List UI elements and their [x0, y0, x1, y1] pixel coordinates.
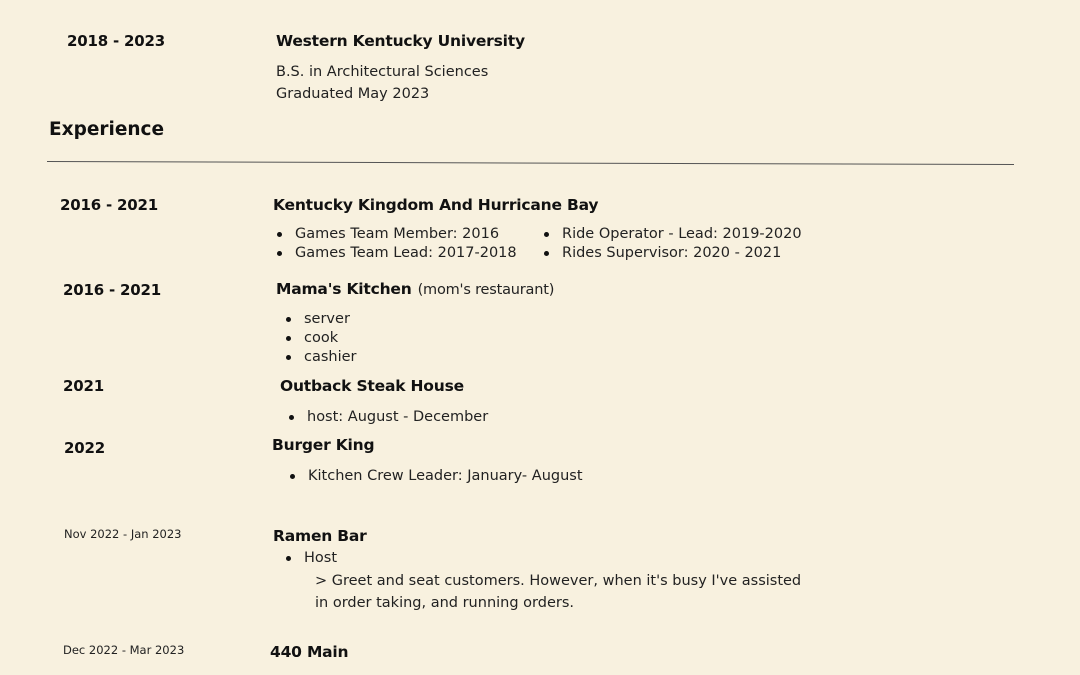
- education-school: Western Kentucky University: [276, 32, 525, 50]
- education-graduated: Graduated May 2023: [276, 86, 430, 102]
- list-item: Ride Operator - Lead: 2019-2020: [542, 225, 802, 244]
- job-duties: [284, 310, 357, 366]
- job-duties: [284, 549, 337, 568]
- list-item: host: August - December: [287, 408, 488, 427]
- section-divider: [47, 161, 1014, 165]
- list-item: server: [284, 310, 357, 329]
- job-org: Kentucky Kingdom And Hurricane Bay: [273, 196, 599, 214]
- job-duties: [288, 467, 583, 486]
- job-duties: [287, 408, 488, 427]
- job-duties-col1: [275, 225, 517, 263]
- job-org: Ramen Bar: [273, 527, 367, 545]
- job-org: Burger King: [272, 436, 375, 454]
- list-item: Kitchen Crew Leader: January- August: [288, 467, 583, 486]
- list-item: Games Team Member: 2016: [275, 225, 517, 244]
- list-item: Host: [284, 549, 337, 568]
- job-duties-col2: [542, 225, 802, 263]
- job-date: 2016 - 2021: [60, 196, 158, 214]
- job-org-note: (mom's restaurant): [417, 282, 555, 298]
- list-item: cashier: [284, 348, 357, 367]
- job-org: 440 Main: [270, 643, 349, 661]
- list-item: Rides Supervisor: 2020 - 2021: [542, 244, 802, 263]
- job-date: Nov 2022 - Jan 2023: [64, 527, 182, 541]
- job-detail: in order taking, and running orders.: [315, 595, 574, 611]
- job-date: Dec 2022 - Mar 2023: [63, 643, 185, 657]
- list-item: cook: [284, 329, 357, 348]
- job-date: 2021: [63, 377, 104, 395]
- job-date: 2016 - 2021: [63, 281, 161, 299]
- education-degree: B.S. in Architectural Sciences: [276, 64, 489, 80]
- job-date: 2022: [64, 439, 105, 457]
- job-org: Outback Steak House: [280, 377, 464, 395]
- list-item: Games Team Lead: 2017-2018: [275, 244, 517, 263]
- job-org: [276, 280, 554, 298]
- job-detail: > Greet and seat customers. However, when it's busy I've assisted: [315, 573, 802, 589]
- experience-heading: Experience: [49, 119, 165, 140]
- education-date: 2018 - 2023: [67, 32, 165, 50]
- job-org-name: Mama's Kitchen: [276, 280, 412, 298]
